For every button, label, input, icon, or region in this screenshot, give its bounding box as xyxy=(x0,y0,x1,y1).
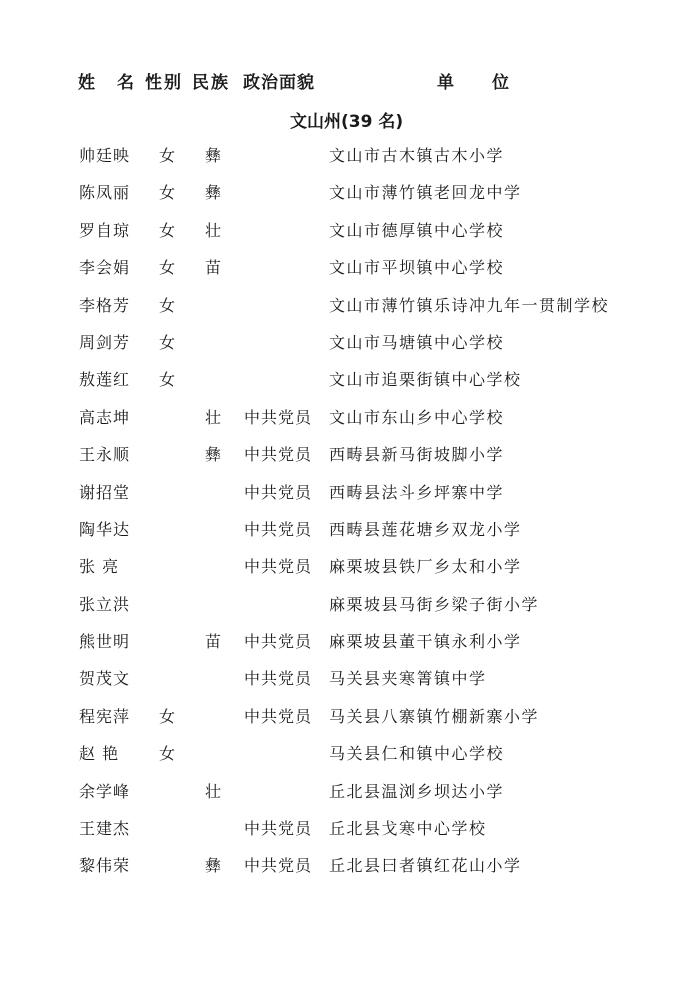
list-row xyxy=(0,628,699,665)
header-political-status: 政治面貌 xyxy=(243,73,315,93)
person-name: 李格芳 xyxy=(79,295,131,315)
list-row xyxy=(0,479,699,516)
person-name: 谢招堂 xyxy=(79,482,131,502)
person-name: 罗自琼 xyxy=(79,220,131,240)
political-status: 中共党员 xyxy=(244,557,313,577)
work-unit: 马关县八寨镇竹棚新寨小学 xyxy=(329,706,540,726)
person-name: 高志坤 xyxy=(79,407,131,427)
ethnicity: 壮 xyxy=(205,220,222,240)
list-row xyxy=(0,815,699,852)
person-name: 程宪萍 xyxy=(79,706,131,726)
work-unit: 西畴县莲花塘乡双龙小学 xyxy=(329,519,522,539)
person-name: 陈凤丽 xyxy=(79,183,131,203)
section-title: 文山州(39 名) xyxy=(290,112,404,132)
list-row xyxy=(0,703,699,740)
person-name: 赵 艳 xyxy=(79,744,120,764)
list-row xyxy=(0,441,699,478)
list-row xyxy=(0,778,699,815)
work-unit: 麻栗坡县董干镇永利小学 xyxy=(329,632,522,652)
person-name: 贺茂文 xyxy=(79,669,131,689)
work-unit: 麻栗坡县铁厂乡太和小学 xyxy=(329,557,522,577)
political-status: 中共党员 xyxy=(244,407,313,427)
work-unit: 文山市马塘镇中心学校 xyxy=(329,332,505,352)
work-unit: 丘北县戈寒中心学校 xyxy=(329,819,487,839)
person-name: 张立洪 xyxy=(79,594,131,614)
work-unit: 文山市东山乡中心学校 xyxy=(329,407,505,427)
gender: 女 xyxy=(159,370,176,390)
work-unit: 丘北县曰者镇红花山小学 xyxy=(329,856,522,876)
work-unit: 麻栗坡县马街乡梁子街小学 xyxy=(329,594,540,614)
header-name: 姓名 xyxy=(78,73,156,93)
work-unit: 文山市平坝镇中心学校 xyxy=(329,258,505,278)
work-unit: 马关县夹寒箐镇中学 xyxy=(329,669,487,689)
work-unit: 文山市薄竹镇老回龙中学 xyxy=(329,183,522,203)
list-row xyxy=(0,292,699,329)
list-row xyxy=(0,329,699,366)
header-ethnicity: 民族 xyxy=(192,73,230,93)
person-name: 李会娟 xyxy=(79,258,131,278)
work-unit: 文山市古木镇古木小学 xyxy=(329,146,505,165)
political-status: 中共党员 xyxy=(244,445,313,465)
work-unit: 丘北县温浏乡坝达小学 xyxy=(329,781,505,801)
list-row xyxy=(0,366,699,403)
person-name: 陶华达 xyxy=(79,519,131,539)
work-unit: 文山市德厚镇中心学校 xyxy=(329,220,505,240)
name-list xyxy=(0,142,699,890)
person-name: 周剑芳 xyxy=(79,332,131,352)
gender: 女 xyxy=(159,183,176,203)
person-name: 熊世明 xyxy=(79,632,131,652)
person-name: 王永顺 xyxy=(79,445,131,465)
person-name: 王建杰 xyxy=(79,819,131,839)
political-status: 中共党员 xyxy=(244,669,313,689)
list-row xyxy=(0,740,699,777)
work-unit: 文山市追栗街镇中心学校 xyxy=(329,370,522,390)
table-header xyxy=(0,68,699,96)
ethnicity: 壮 xyxy=(205,407,222,427)
list-row xyxy=(0,404,699,441)
work-unit: 马关县仁和镇中心学校 xyxy=(329,744,505,764)
ethnicity: 彝 xyxy=(205,856,222,876)
ethnicity: 彝 xyxy=(205,445,222,465)
person-name: 黎伟荣 xyxy=(79,856,131,876)
person-name: 敖莲红 xyxy=(79,370,131,390)
ethnicity: 壮 xyxy=(205,781,222,801)
list-row xyxy=(0,553,699,590)
ethnicity: 苗 xyxy=(205,258,222,278)
list-row xyxy=(0,142,699,179)
political-status: 中共党员 xyxy=(244,819,313,839)
political-status: 中共党员 xyxy=(244,482,313,502)
gender: 女 xyxy=(159,706,176,726)
political-status: 中共党员 xyxy=(244,856,313,876)
gender: 女 xyxy=(159,220,176,240)
gender: 女 xyxy=(159,332,176,352)
political-status: 中共党员 xyxy=(244,632,313,652)
work-unit: 文山市薄竹镇乐诗冲九年一贯制学校 xyxy=(329,295,610,315)
list-row xyxy=(0,516,699,553)
ethnicity: 彝 xyxy=(205,146,222,165)
header-unit: 单位 xyxy=(437,73,547,93)
person-name: 余学峰 xyxy=(79,781,131,801)
political-status: 中共党员 xyxy=(244,519,313,539)
list-row xyxy=(0,591,699,628)
list-row xyxy=(0,254,699,291)
ethnicity: 彝 xyxy=(205,183,222,203)
work-unit: 西畴县新马街坡脚小学 xyxy=(329,445,505,465)
gender: 女 xyxy=(159,295,176,315)
list-row xyxy=(0,217,699,254)
list-row xyxy=(0,665,699,702)
gender: 女 xyxy=(159,258,176,278)
gender: 女 xyxy=(159,146,176,165)
gender: 女 xyxy=(159,744,176,764)
person-name: 帅廷映 xyxy=(79,146,131,165)
ethnicity: 苗 xyxy=(205,632,222,652)
list-row xyxy=(0,852,699,889)
list-row xyxy=(0,179,699,216)
header-gender: 性别 xyxy=(145,73,183,93)
person-name: 张 亮 xyxy=(79,557,120,577)
work-unit: 西畴县法斗乡坪寨中学 xyxy=(329,482,505,502)
political-status: 中共党员 xyxy=(244,706,313,726)
